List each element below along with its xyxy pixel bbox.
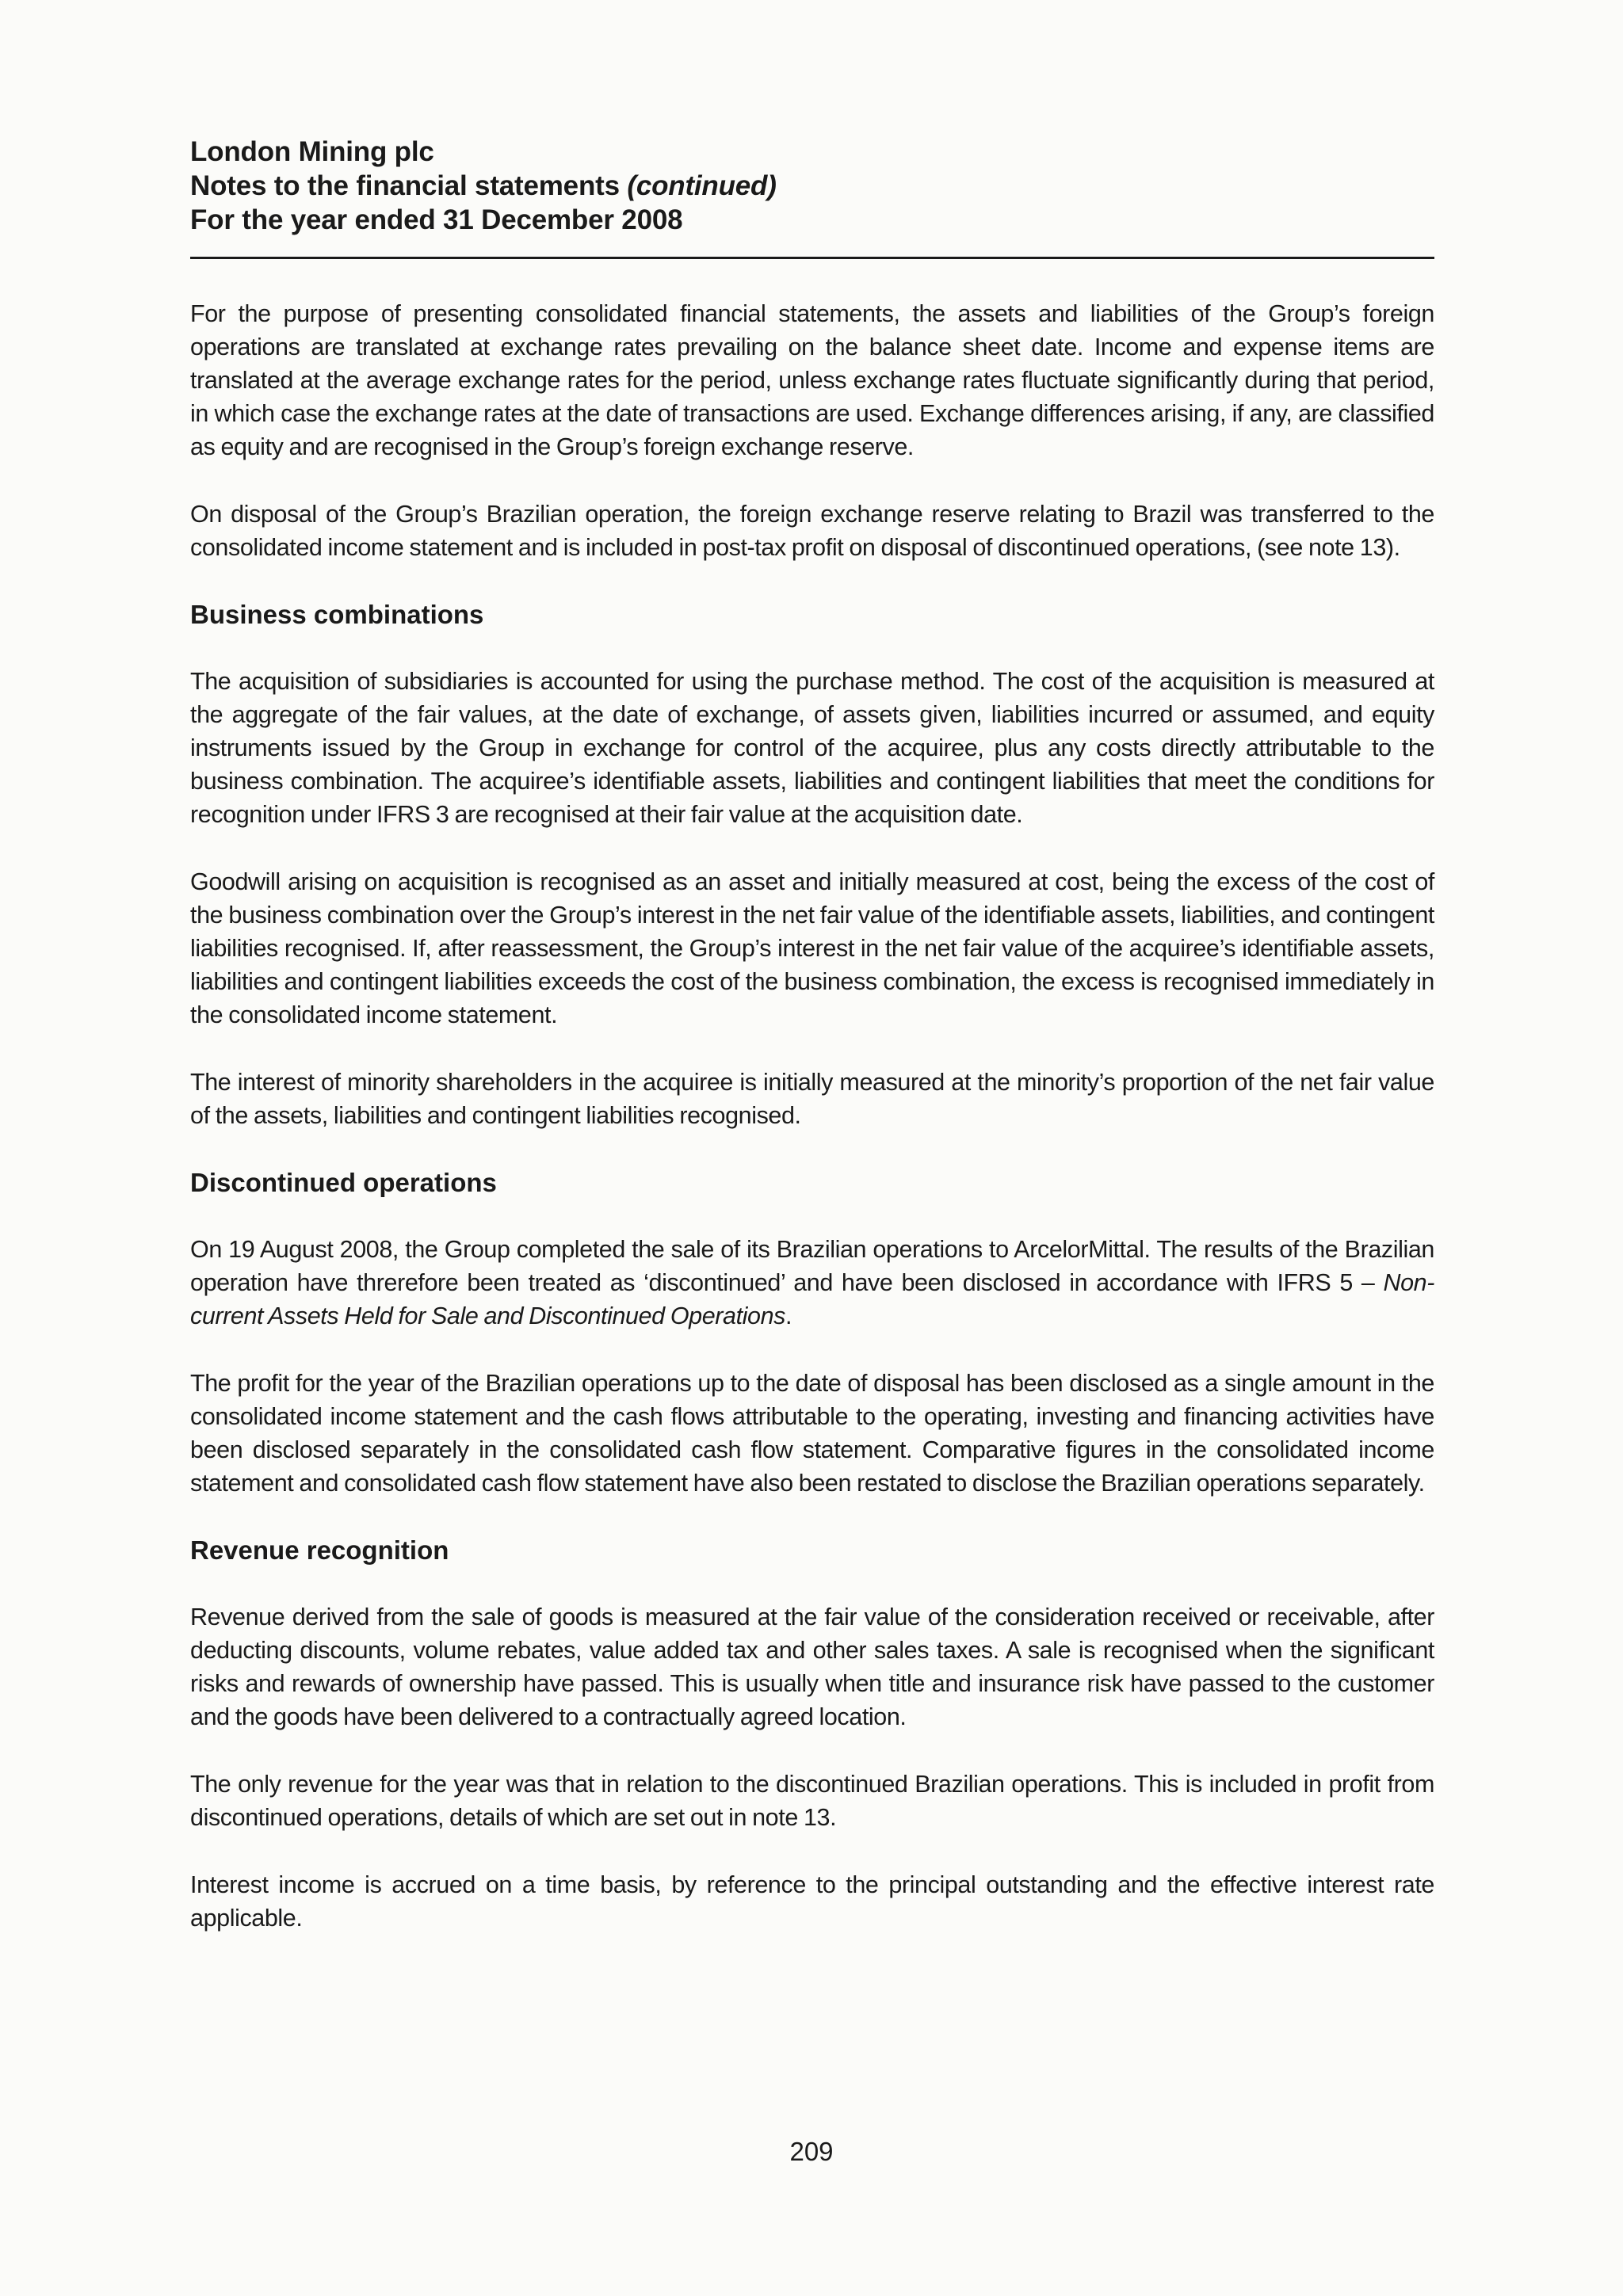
paragraph-sale-brazil bbox=[190, 1233, 1434, 1333]
heading-discontinued-operations: Discontinued operations bbox=[190, 1168, 497, 1197]
paragraph-minority-interest: The interest of minority shareholders in the acquiree is initially measured at the minority’s proportion of the net fair value of the assets, liabilities and contingent liabilities recognised. bbox=[190, 1069, 1434, 1129]
notes-title-text: Notes to the financial statements bbox=[190, 170, 628, 201]
paragraph-brazil-disposal: On disposal of the Group’s Brazilian operation, the foreign exchange reserve relating to Brazil was transferred to the consolidated income statement and is included in post-tax profit on disposal of discontinued operations, (see note 13). bbox=[190, 501, 1434, 561]
period-line: For the year ended 31 December 2008 bbox=[190, 204, 683, 235]
notes-title bbox=[190, 169, 1434, 203]
page-number: 209 bbox=[789, 2137, 834, 2166]
paragraph-revenue-goods: Revenue derived from the sale of goods is measured at the fair value of the consideration received or receivable, after deducting discounts, volume rebates, value added tax and other sales taxes. A sale is recognised when the significant risks and rewards of ownership have passed. This is usually when title and insurance risk have passed to the customer and the goods have been delivered to a contractually agreed location. bbox=[190, 1604, 1434, 1730]
header-divider bbox=[190, 257, 1434, 259]
paragraph-acquisition: The acquisition of subsidiaries is accounted for using the purchase method. The cost of the acquisition is measured at the aggregate of the fair values, at the date of exchange, of assets given, liabilities incurred or assumed, and equity instruments issued by the Group in exchange for control of the acquiree, plus any costs directly attributable to the business combination. The acquiree’s identifiable assets, liabilities and contingent liabilities that meet the conditions for recognition under IFRS 3 are recognised at their fair value at the acquisition date. bbox=[190, 668, 1434, 828]
notes-title-continued: (continued) bbox=[627, 170, 777, 201]
heading-revenue-recognition: Revenue recognition bbox=[190, 1535, 449, 1565]
sale-brazil-end: . bbox=[785, 1302, 792, 1329]
sale-brazil-text: On 19 August 2008, the Group completed the sale of its Brazilian operations to ArcelorMittal. The results of the Brazilian operation have threrefore been treated as ‘discontinued’ and have been disclosed in accordance with IFRS 5 – bbox=[190, 1236, 1434, 1296]
paragraph-profit-disclosure: The profit for the year of the Brazilian operations up to the date of disposal has been disclosed as a single amount in the consolidated income statement and the cash flows attributable to the operating, investing and financing activities have been disclosed separately in the consolidated cash flow statement. Comparative figures in the consolidated income statement and consolidated cash flow statement have also been restated to disclose the Brazilian operations separately. bbox=[190, 1370, 1434, 1497]
page-header bbox=[190, 135, 1434, 237]
heading-business-combinations: Business combinations bbox=[190, 600, 484, 629]
ifrs5-title: Non-current Assets Held for Sale and Discontinued Operations bbox=[190, 1269, 1434, 1329]
paragraph-foreign-operations: For the purpose of presenting consolidated financial statements, the assets and liabilities of the Group’s foreign operations are translated at exchange rates prevailing on the balance sheet date. Income and expense items are translated at the average exchange rates for the period, unless exchange rates fluctuate significantly during that period, in which case the exchange rates at the date of transactions are used. Exchange differences arising, if any, are classified as equity and are recognised in the Group’s foreign exchange reserve. bbox=[190, 300, 1434, 460]
paragraph-interest-income: Interest income is accrued on a time basis, by reference to the principal outstanding and the effective interest rate applicable. bbox=[190, 1871, 1434, 1932]
paragraph-only-revenue: The only revenue for the year was that in relation to the discontinued Brazilian operations. This is included in profit from discontinued operations, details of which are set out in note 13. bbox=[190, 1771, 1434, 1831]
paragraph-goodwill: Goodwill arising on acquisition is recognised as an asset and initially measured at cost, being the excess of the cost of the business combination over the Group’s interest in the net fair value of the identifiable assets, liabilities, and contingent liabilities recognised. If, after reassessment, the Group’s interest in the net fair value of the acquiree’s identifiable assets, liabilities and contingent liabilities exceeds the cost of the business combination, the excess is recognised immediately in the consolidated income statement. bbox=[190, 868, 1434, 1028]
company-name: London Mining plc bbox=[190, 136, 434, 167]
document-page bbox=[190, 135, 1434, 1969]
